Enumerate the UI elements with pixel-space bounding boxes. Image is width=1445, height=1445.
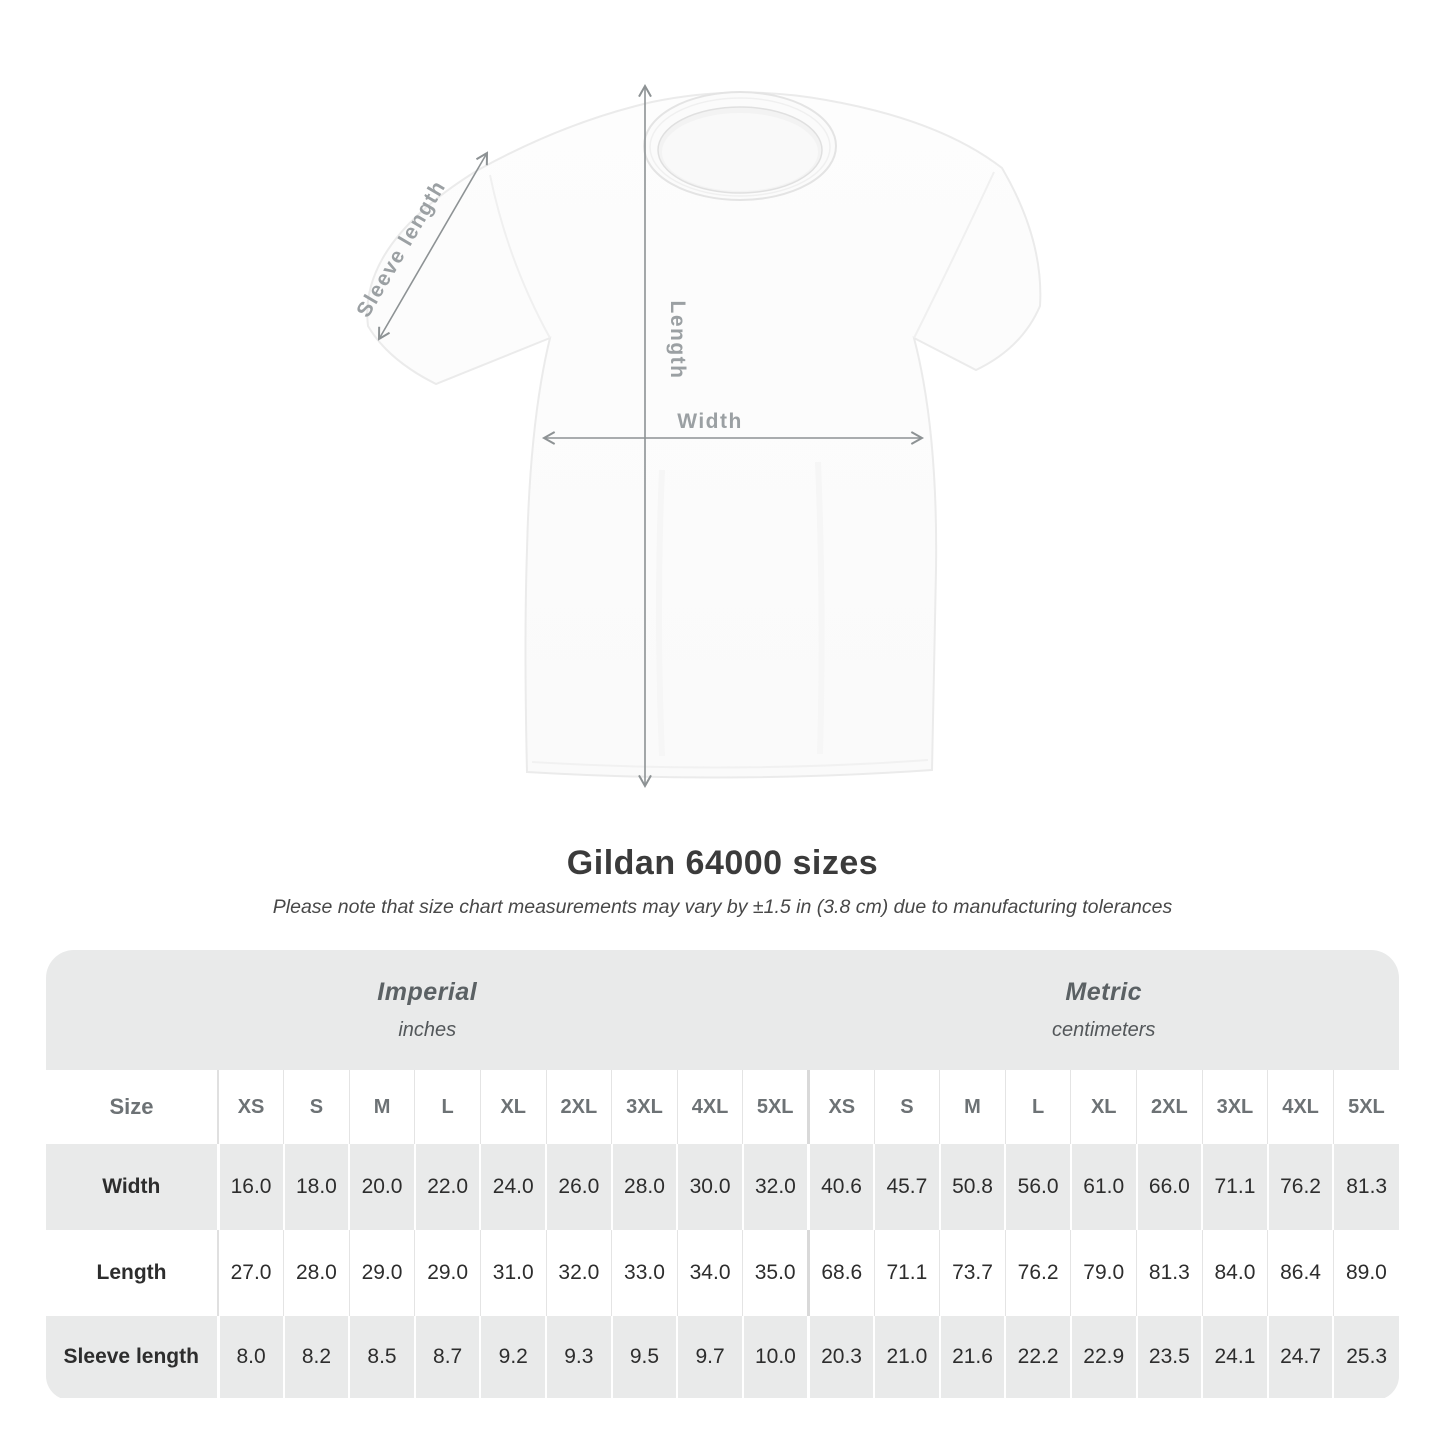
size-col-metric-xs: XS (808, 1070, 874, 1144)
size-col-imperial-4xl: 4XL (677, 1070, 743, 1144)
length-imperial-cell: 32.0 (546, 1230, 612, 1316)
length-imperial-cell: 28.0 (284, 1230, 350, 1316)
size-col-imperial-s: S (284, 1070, 350, 1144)
sleeve-metric-cell: 24.7 (1268, 1316, 1334, 1398)
size-col-metric-s: S (874, 1070, 940, 1144)
length-row (46, 1230, 1399, 1316)
sleeve-imperial-cell: 8.2 (284, 1316, 350, 1398)
width-metric-cell: 76.2 (1268, 1144, 1334, 1230)
size-col-metric-3xl: 3XL (1202, 1070, 1268, 1144)
length-metric-cell: 79.0 (1071, 1230, 1137, 1316)
sleeve-metric-cell: 22.2 (1005, 1316, 1071, 1398)
width-metric-cell: 66.0 (1137, 1144, 1203, 1230)
sleeve-imperial-cell: 8.5 (349, 1316, 415, 1398)
size-col-metric-4xl: 4XL (1268, 1070, 1334, 1144)
width-row-label: Width (46, 1144, 218, 1230)
sleeve-metric-cell: 20.3 (808, 1316, 874, 1398)
length-metric-cell: 76.2 (1005, 1230, 1071, 1316)
length-imperial-cell: 27.0 (218, 1230, 284, 1316)
length-metric-cell: 84.0 (1202, 1230, 1268, 1316)
sleeve-metric-cell: 23.5 (1137, 1316, 1203, 1398)
size-header-row (46, 1070, 1399, 1144)
width-imperial-cell: 28.0 (612, 1144, 678, 1230)
sleeve-metric-cell: 25.3 (1333, 1316, 1399, 1398)
length-metric-cell: 73.7 (940, 1230, 1006, 1316)
size-col-imperial-l: L (415, 1070, 481, 1144)
length-metric-cell: 89.0 (1333, 1230, 1399, 1316)
metric-group-name: Metric (1065, 978, 1143, 1006)
length-imperial-cell: 29.0 (415, 1230, 481, 1316)
metric-group-unit: centimeters (1052, 1019, 1156, 1041)
metric-group-header (808, 950, 1399, 1070)
sleeve-metric-cell: 21.6 (940, 1316, 1006, 1398)
size-col-imperial-m: M (349, 1070, 415, 1144)
size-col-imperial-2xl: 2XL (546, 1070, 612, 1144)
length-metric-cell: 86.4 (1268, 1230, 1334, 1316)
size-chart-table (46, 950, 1399, 1400)
length-imperial-cell: 33.0 (612, 1230, 678, 1316)
length-metric-cell: 68.6 (808, 1230, 874, 1316)
imperial-group-header (46, 950, 808, 1070)
sleeve-row-label: Sleeve length (46, 1316, 218, 1398)
length-imperial-cell: 35.0 (743, 1230, 809, 1316)
length-row-label: Length (46, 1230, 218, 1316)
width-label: Width (677, 410, 743, 433)
width-imperial-cell: 18.0 (284, 1144, 350, 1230)
sleeve-imperial-cell: 8.7 (415, 1316, 481, 1398)
width-imperial-cell: 22.0 (415, 1144, 481, 1230)
size-col-metric-5xl: 5XL (1333, 1070, 1399, 1144)
width-metric-cell: 56.0 (1005, 1144, 1071, 1230)
length-metric-cell: 81.3 (1137, 1230, 1203, 1316)
sleeve-imperial-cell: 9.7 (677, 1316, 743, 1398)
length-label: Length (666, 300, 689, 380)
tolerance-note: Please note that size chart measurements may vary by ±1.5 in (3.8 cm) due to manufacturing tolerances (272, 896, 1173, 918)
width-imperial-cell: 16.0 (218, 1144, 284, 1230)
size-col-metric-xl: XL (1071, 1070, 1137, 1144)
sleeve-length-row (46, 1316, 1399, 1398)
width-imperial-cell: 30.0 (677, 1144, 743, 1230)
sleeve-imperial-cell: 8.0 (218, 1316, 284, 1398)
size-col-imperial-xl: XL (480, 1070, 546, 1144)
tshirt-image (367, 92, 1040, 778)
size-col-imperial-5xl: 5XL (743, 1070, 809, 1144)
width-metric-cell: 40.6 (808, 1144, 874, 1230)
width-metric-cell: 61.0 (1071, 1144, 1137, 1230)
width-metric-cell: 50.8 (940, 1144, 1006, 1230)
width-imperial-cell: 20.0 (349, 1144, 415, 1230)
length-imperial-cell: 31.0 (480, 1230, 546, 1316)
sleeve-imperial-cell: 9.5 (612, 1316, 678, 1398)
unit-group-row (46, 950, 1399, 1070)
size-col-metric-m: M (940, 1070, 1006, 1144)
width-metric-cell: 71.1 (1202, 1144, 1268, 1230)
length-imperial-cell: 34.0 (677, 1230, 743, 1316)
size-col-metric-2xl: 2XL (1137, 1070, 1203, 1144)
length-imperial-cell: 29.0 (349, 1230, 415, 1316)
imperial-group-unit: inches (398, 1019, 457, 1041)
width-imperial-cell: 24.0 (480, 1144, 546, 1230)
size-header-label: Size (46, 1070, 218, 1144)
width-metric-cell: 45.7 (874, 1144, 940, 1230)
imperial-group-name: Imperial (377, 978, 478, 1006)
width-imperial-cell: 32.0 (743, 1144, 809, 1230)
sleeve-metric-cell: 21.0 (874, 1316, 940, 1398)
sleeve-imperial-cell: 9.3 (546, 1316, 612, 1398)
size-col-imperial-3xl: 3XL (612, 1070, 678, 1144)
sleeve-metric-cell: 24.1 (1202, 1316, 1268, 1398)
page-title: Gildan 64000 sizes (566, 844, 879, 882)
width-metric-cell: 81.3 (1333, 1144, 1399, 1230)
sleeve-metric-cell: 22.9 (1071, 1316, 1137, 1398)
sleeve-length-label: Sleeve length (352, 176, 451, 322)
sleeve-imperial-cell: 9.2 (480, 1316, 546, 1398)
size-col-imperial-xs: XS (218, 1070, 284, 1144)
sleeve-imperial-cell: 10.0 (743, 1316, 809, 1398)
length-metric-cell: 71.1 (874, 1230, 940, 1316)
size-col-metric-l: L (1005, 1070, 1071, 1144)
width-imperial-cell: 26.0 (546, 1144, 612, 1230)
tshirt-collar (644, 92, 836, 200)
width-row (46, 1144, 1399, 1230)
